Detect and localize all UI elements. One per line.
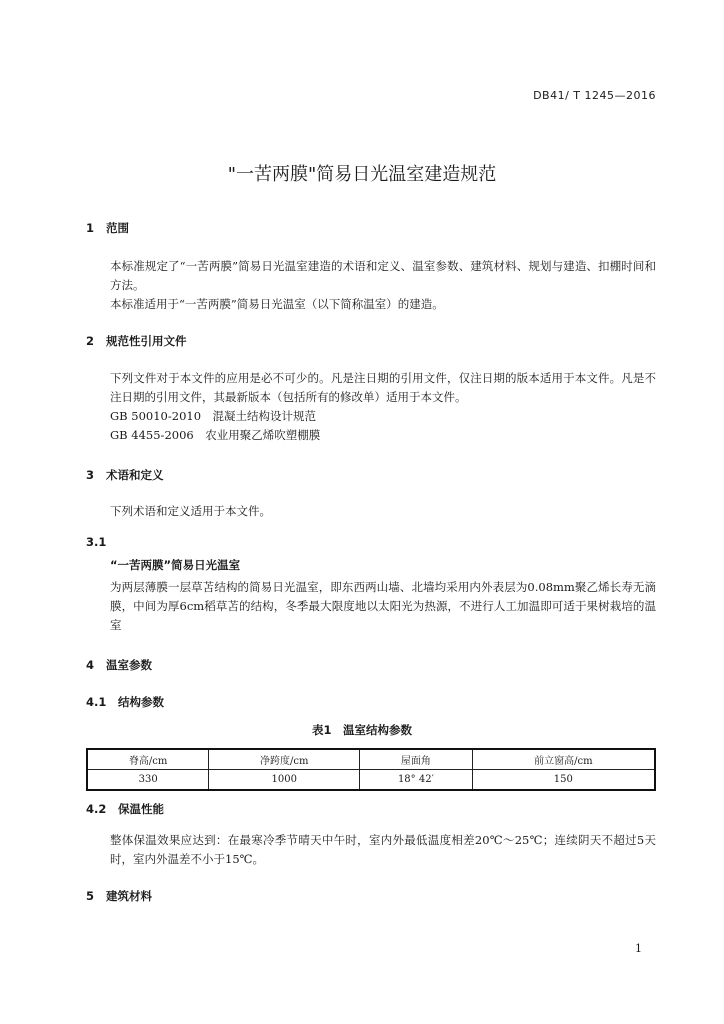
section-5-heading [86, 888, 152, 904]
subsection-title: 结构参数 [118, 695, 164, 709]
section-4-heading [86, 657, 152, 673]
document-number: DB41/ T 1245—2016 [533, 89, 656, 102]
page-title: "一苦两膜"简易日光温室建造规范 [227, 164, 497, 185]
section-number: 4 [86, 658, 95, 672]
scope-applicability: 本标准适用于“一苦两膜”简易日光温室（以下简称温室）的建造。 [110, 297, 444, 311]
section-number: 3 [86, 468, 95, 482]
page-number: 1 [635, 942, 642, 955]
paragraph [86, 502, 656, 521]
normative-intro: 下列文件对于本文件的应用是必不可少的。凡是注日期的引用文件，仅注日期的版本适用于本文件。凡是不注日期的引用文件，其最新版本（包括所有的修改单）适用于本文件。 [110, 371, 656, 404]
section-3-heading [86, 467, 164, 483]
table-row [87, 770, 655, 791]
table-header-row [87, 749, 655, 770]
structure-parameters-table [86, 748, 656, 791]
table-caption: 表1 温室结构参数 [311, 723, 412, 737]
term-name: “一苦两膜”简易日光温室 [110, 558, 241, 572]
subsection-4-2-heading [86, 801, 164, 817]
table-cell: 150 [472, 770, 655, 791]
section-title: 温室参数 [106, 658, 152, 672]
subsection-3-1-number: 3.1 [86, 535, 107, 549]
scope-text: 本标准规定了“一苦两膜”简易日光温室建造的术语和定义、温室参数、建筑材料、规划与建造、扣棚时间和方法。 [110, 259, 656, 292]
reference-item: GB 50010-2010 混凝土结构设计规范 [110, 409, 317, 423]
table-cell: 1000 [209, 770, 360, 791]
section-number: 2 [86, 334, 95, 348]
terms-intro: 下列术语和定义适用于本文件。 [110, 504, 271, 518]
section-title: 规范性引用文件 [106, 334, 187, 348]
reference-item: GB 4455-2006 农业用聚乙烯吹塑棚膜 [110, 428, 321, 442]
section-2-heading [86, 333, 187, 349]
subsection-number: 4.2 [86, 802, 107, 816]
subsection-4-1-heading [86, 694, 164, 710]
paragraph [86, 369, 656, 407]
paragraph [86, 257, 656, 314]
subsection-title: 保温性能 [118, 802, 164, 816]
paragraph [86, 578, 656, 635]
section-number: 5 [86, 889, 95, 903]
section-number: 1 [86, 221, 95, 235]
section-1-heading [86, 220, 129, 236]
section-title: 范围 [106, 221, 129, 235]
insulation-text: 整体保温效果应达到：在最寒冷季节晴天中午时，室内外最低温度相差20℃～25℃；连续阴天不超过5天时，室内外温差不小于15℃。 [110, 833, 656, 866]
table-header-cell: 前立窗高/cm [472, 749, 655, 770]
table-header-cell: 脊高/cm [87, 749, 209, 770]
table-header-cell: 屋面角 [360, 749, 473, 770]
table-cell: 18° 42′ [360, 770, 473, 791]
table-cell: 330 [87, 770, 209, 791]
table-header-cell: 净跨度/cm [209, 749, 360, 770]
section-title: 术语和定义 [106, 468, 164, 482]
subsection-number: 4.1 [86, 695, 107, 709]
paragraph [86, 831, 656, 869]
section-title: 建筑材料 [106, 889, 152, 903]
term-definition: 为两层薄膜一层草苫结构的简易日光温室，即东西两山墙、北墙均采用内外表层为0.08mm聚乙烯长寿无滴膜，中间为厚6cm稻草苫的结构，冬季最大限度地以太阳光为热源，不进行人工加温即可适于果树栽培的温室 [110, 580, 656, 632]
